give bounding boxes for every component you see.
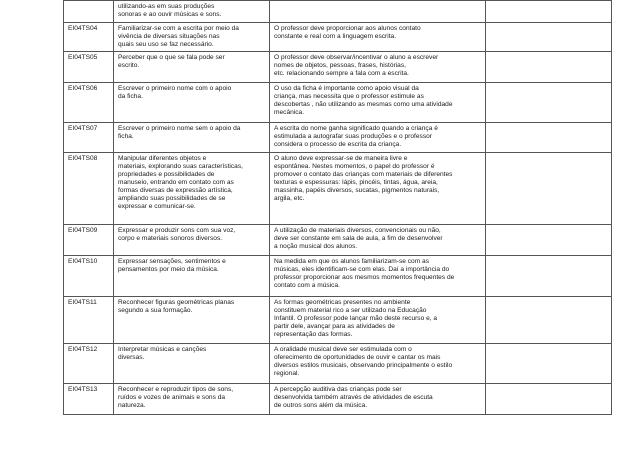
table-row bbox=[64, 153, 612, 225]
code-cell: EI04TS06 bbox=[64, 83, 114, 123]
code-cell: EI04TS13 bbox=[64, 384, 114, 415]
code-cell: EI04TS04 bbox=[64, 23, 114, 52]
guidance-cell: A percepção auditiva das crianças pode ser desenvolvida também através de atividades de escuta de outros sons além da música. bbox=[270, 384, 486, 415]
notes-cell bbox=[486, 83, 612, 123]
guidance-cell: Na medida em que os alunos familiarizam-se com as músicas, eles identificam-se com elas. Daí a importância do professor proporcionar aos mesmos momentos frequentes de contato com a música. bbox=[270, 256, 486, 297]
guidance-cell bbox=[270, 1, 486, 23]
notes-cell bbox=[486, 153, 612, 225]
table-row bbox=[64, 123, 612, 153]
code-cell bbox=[64, 1, 114, 23]
objective-cell: Escrever o primeiro nome sem o apoio da ficha. bbox=[114, 123, 270, 153]
guidance-cell: As formas geométricas presentes no ambiente constituem material rico a ser utilizado na Educação Infantil. O professor pode lançar mão deste recurso e, a partir dele, avançar para as atividades de representação das formas. bbox=[270, 297, 486, 344]
table-row bbox=[64, 83, 612, 123]
objective-cell: Expressar e produzir sons com sua voz, corpo e materiais sonoros diversos. bbox=[114, 225, 270, 256]
guidance-cell: O professor deve proporcionar aos alunos contato constante e real com a linguagem escrita. bbox=[270, 23, 486, 52]
objective-cell: utilizando-as em suas produções sonoras e ao ouvir músicas e sons. bbox=[114, 1, 270, 23]
code-cell: EI04TS09 bbox=[64, 225, 114, 256]
objective-cell: Escrever o primeiro nome com o apoio da ficha. bbox=[114, 83, 270, 123]
objective-cell: Reconhecer e reproduzir tipos de sons, ruídos e vozes de animais e sons da natureza. bbox=[114, 384, 270, 415]
table-row bbox=[64, 256, 612, 297]
code-cell: EI04TS12 bbox=[64, 344, 114, 384]
table-row bbox=[64, 52, 612, 83]
notes-cell bbox=[486, 225, 612, 256]
code-cell: EI04TS05 bbox=[64, 52, 114, 83]
notes-cell bbox=[486, 123, 612, 153]
objective-cell: Familiarizar-se com a escrita por meio da vivência de diversas situações nas quais seu uso se faz necessário. bbox=[114, 23, 270, 52]
notes-cell bbox=[486, 384, 612, 415]
guidance-cell: O professor deve observar/incentivar o aluno a escrever nomes de objetos, pessoas, frases, histórias, etc. relacionando sempre a fala com a escrita. bbox=[270, 52, 486, 83]
code-cell: EI04TS11 bbox=[64, 297, 114, 344]
notes-cell bbox=[486, 23, 612, 52]
notes-cell bbox=[486, 1, 612, 23]
guidance-cell: A escrita do nome ganha significado quando a criança é estimulada a autografar suas produções e o professor considera o processo de escrita da criança. bbox=[270, 123, 486, 153]
objective-cell: Expressar sensações, sentimentos e pensamentos por meio da música. bbox=[114, 256, 270, 297]
notes-cell bbox=[486, 297, 612, 344]
table-row bbox=[64, 1, 612, 23]
notes-cell bbox=[486, 52, 612, 83]
code-cell: EI04TS07 bbox=[64, 123, 114, 153]
table-row bbox=[64, 297, 612, 344]
code-cell: EI04TS10 bbox=[64, 256, 114, 297]
guidance-cell: O aluno deve expressar-se de maneira livre e espontânea. Nestes momentos, o papel do professor é promover o contato das crianças com materiais de diferentes texturas e espessuras: lápis, pincéis, tintas, água, areia, massinha, papéis diversos, sucatas, pigmentos naturais, argila, etc. bbox=[270, 153, 486, 225]
code-cell: EI04TS08 bbox=[64, 153, 114, 225]
objective-cell: Interpretar músicas e canções diversas. bbox=[114, 344, 270, 384]
guidance-cell: A oralidade musical deve ser estimulada com o oferecimento de oportunidades de ouvir e cantar os mais diversos estilos musicais, observando principalmente o estilo regional. bbox=[270, 344, 486, 384]
objective-cell: Reconhecer figuras geométricas planas segundo a sua formação. bbox=[114, 297, 270, 344]
objective-cell: Manipular diferentes objetos e materiais, explorando suas características, propriedades e possibilidades de manuseio, entrando em contato com as formas diversas de expressão artística, ampliando suas possibilidades de se expressar e comunicar-se. bbox=[114, 153, 270, 225]
curriculum-table bbox=[63, 0, 612, 415]
guidance-cell: A utilização de materiais diversos, convencionais ou não, deve ser constante em sala de aula, a fim de desenvolver a noção musical dos alunos. bbox=[270, 225, 486, 256]
table-row bbox=[64, 23, 612, 52]
table-row bbox=[64, 384, 612, 415]
table-row bbox=[64, 225, 612, 256]
table-row bbox=[64, 344, 612, 384]
notes-cell bbox=[486, 344, 612, 384]
notes-cell bbox=[486, 256, 612, 297]
guidance-cell: O uso da ficha é importante como apoio visual da criança, mas necessita que o professor estimule as descobertas , não utilizando as mesmas como uma atividade mecânica. bbox=[270, 83, 486, 123]
objective-cell: Perceber que o que se fala pode ser escrito. bbox=[114, 52, 270, 83]
